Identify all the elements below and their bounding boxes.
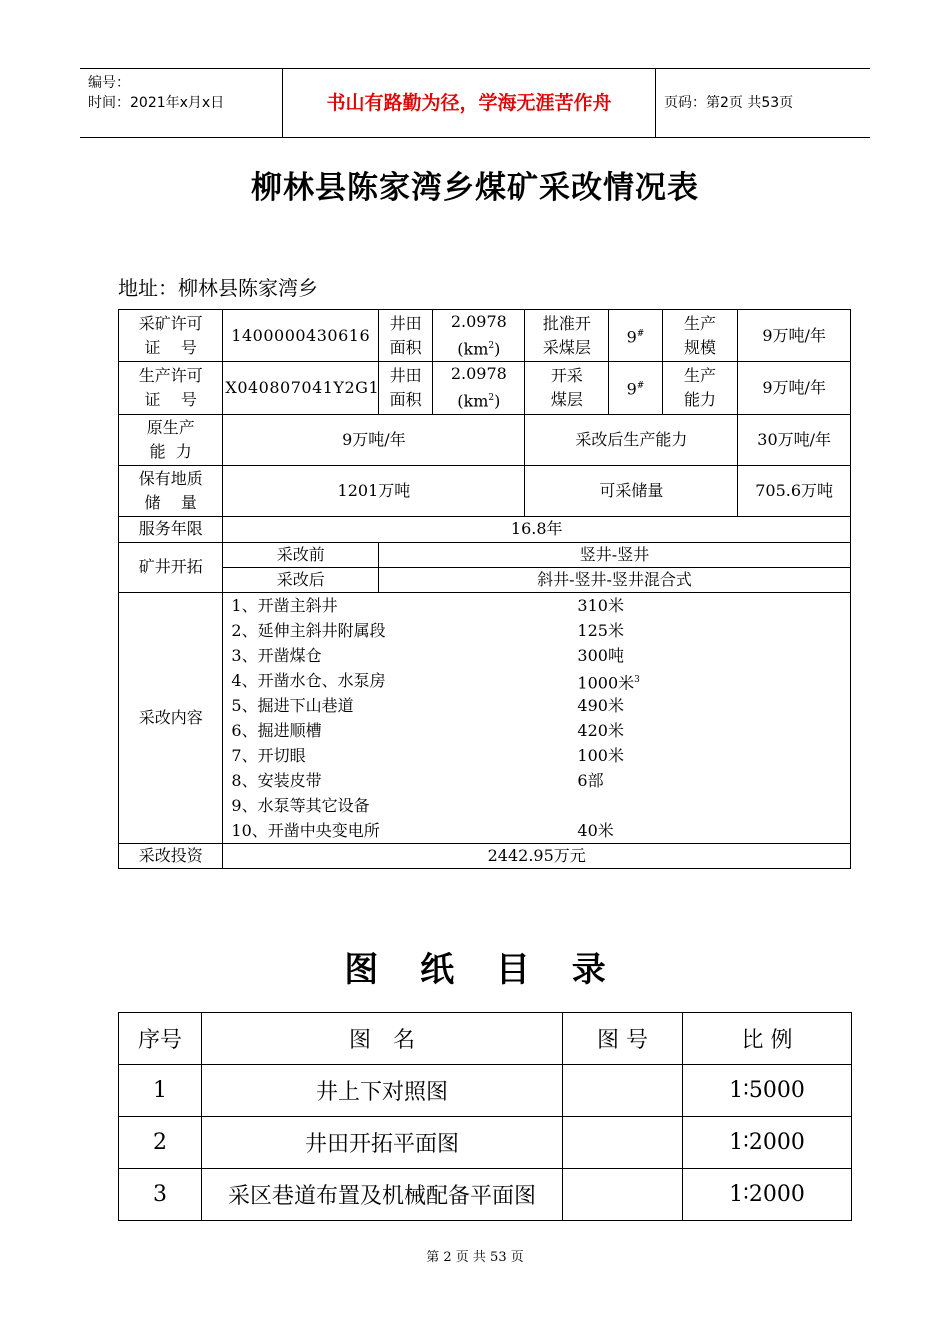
list-item: 9、水泵等其它设备 [231,795,370,815]
table-row [119,542,851,567]
drawing-name: 井田开拓平面图 [202,1117,563,1169]
coal-seam-value: 9# [609,310,662,362]
list-item: 2、延伸主斜井附属段 125米 [231,620,624,640]
table-row [119,1169,852,1221]
drawing-code [563,1117,683,1169]
development-after-value: 斜井-竖井-竖井混合式 [379,567,851,592]
service-years-value: 16.8年 [223,516,851,542]
drawing-name: 采区巷道布置及机械配备平面图 [202,1169,563,1221]
list-item: 10、开凿中央变电所 40米 [231,820,614,840]
investment-value: 2442.95万元 [223,843,851,868]
label-cell: 生产 规模 [662,310,738,362]
column-header: 图 名 [202,1013,563,1065]
drawings-section-title: 图 纸 目 录 [344,950,606,990]
table-row [119,1065,852,1117]
row-number: 2 [119,1117,202,1169]
page-footer: 第 2 页 共 53 页 [426,1250,524,1265]
drawing-scale: 1∶2000 [683,1117,852,1169]
new-capacity-value: 30万吨/年 [738,414,851,465]
label-cell: 批准开 采煤层 [525,310,609,362]
list-item: 6、掘进顺槽 420米 [231,720,624,740]
table-row [119,592,851,843]
table-header-row [119,1013,852,1065]
mining-license-number: 1400000430616 [223,310,379,362]
label-cell: 可采储量 [525,465,738,516]
row-number: 3 [119,1169,202,1221]
table-row [119,516,851,542]
list-item: 7、开切眼 100米 [231,745,624,765]
drawing-code [563,1169,683,1221]
column-header: 序号 [119,1013,202,1065]
header-motto: 书山有路勤为径，学海无涯苦作舟 [282,69,656,137]
drawing-scale: 1∶5000 [683,1065,852,1117]
list-item: 1、开凿主斜井 310米 [231,595,624,615]
list-item: 8、安装皮带 6部 [231,770,604,790]
renovation-items [223,592,851,843]
table-row [119,362,851,414]
recoverable-reserves-value: 705.6万吨 [738,465,851,516]
time-label: 时间：2021年x月x日 [88,95,225,111]
list-item: 4、开凿水仓、水泵房 1000米$^3$ [231,670,640,692]
mine-info-table [118,309,851,869]
sub-label-cell: 采改后 [223,567,379,592]
drawing-scale: 1∶2000 [683,1169,852,1221]
table-row [119,1117,852,1169]
label-cell: 采矿许可 证 号 [119,310,223,362]
label-cell: 保有地质 储 量 [119,465,223,516]
label-cell: 原生产 能 力 [119,414,223,465]
table-row [119,310,851,362]
list-item: 3、开凿煤仓 300吨 [231,645,624,665]
header-page-info: 页码：第2页 共53页 [664,95,794,111]
production-license-number: X040807041Y2G1 [223,362,379,414]
sub-label-cell: 采改前 [223,542,379,567]
label-cell: 采改内容 [119,592,223,843]
list-item: 5、掘进下山巷道 490米 [231,695,624,715]
area-value: 2.0978 $(km^2)$ [433,310,525,362]
area-value: 2.0978 $(km^2)$ [433,362,525,414]
label-cell: 井田 面积 [379,362,433,414]
table-row [119,567,851,592]
label-cell: 服务年限 [119,516,223,542]
scale-value: 9万吨/年 [738,310,851,362]
table-row [119,465,851,516]
page-title: 柳林县陈家湾乡煤矿采改情况表 [251,170,699,206]
serial-label: 编号： [88,75,130,91]
address: 地址：柳林县陈家湾乡 [118,276,318,300]
table-row [119,414,851,465]
column-header: 图 号 [563,1013,683,1065]
capacity-value: 9万吨/年 [738,362,851,414]
label-cell: 开采 煤层 [525,362,609,414]
drawings-table [118,1012,852,1221]
drawing-name: 井上下对照图 [202,1065,563,1117]
document-header [80,68,870,138]
row-number: 1 [119,1065,202,1117]
table-row [119,843,851,868]
drawing-code [563,1065,683,1117]
label-cell: 生产许可 证 号 [119,362,223,414]
geological-reserves-value: 1201万吨 [223,465,525,516]
development-before-value: 竖井-竖井 [379,542,851,567]
label-cell: 采改后生产能力 [525,414,738,465]
column-header: 比 例 [683,1013,852,1065]
label-cell: 生产 能力 [662,362,738,414]
label-cell: 采改投资 [119,843,223,868]
label-cell: 矿井开拓 [119,542,223,592]
header-meta [80,69,282,137]
original-capacity-value: 9万吨/年 [223,414,525,465]
coal-seam-value: 9# [609,362,662,414]
label-cell: 井田 面积 [379,310,433,362]
